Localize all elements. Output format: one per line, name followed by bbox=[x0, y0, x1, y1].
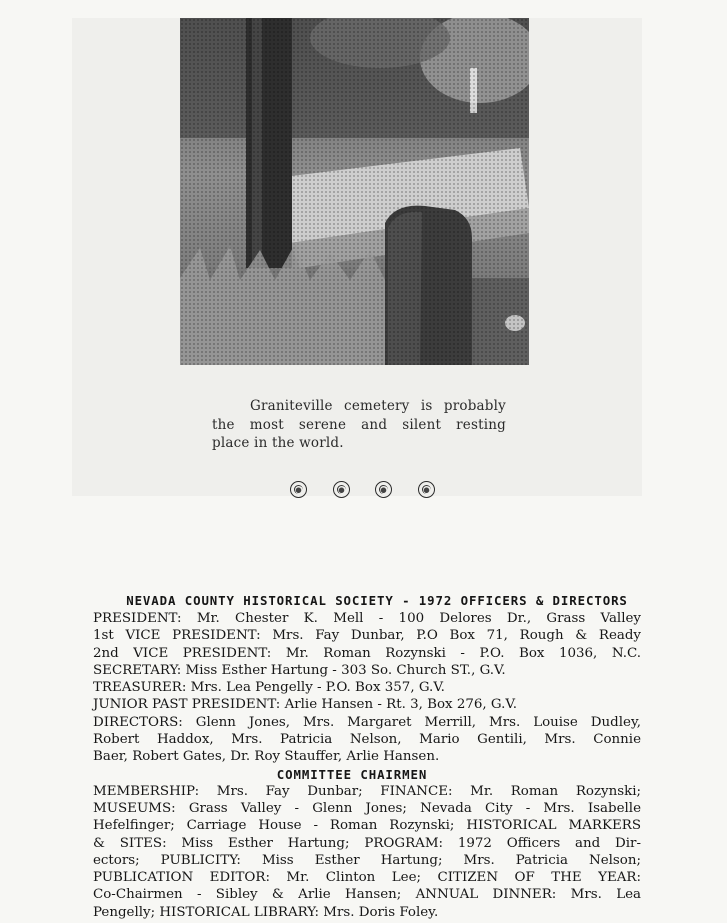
officer-line: TREASURER: Mrs. Lea Pengelly - P.O. Box 357, G.V. bbox=[93, 680, 445, 696]
officer-line: DIRECTORS: Glenn Jones, Mrs. Margaret Merrill, Mrs. Louise Dudley, bbox=[93, 714, 641, 730]
officer-line: JUNIOR PAST PRESIDENT: Arlie Hansen - Rt. 3, Box 276, G.V. bbox=[93, 697, 517, 713]
photo-caption bbox=[212, 397, 506, 453]
caption-line: Graniteville cemetery is probably bbox=[250, 398, 506, 414]
committee-line: PUBLICATION EDITOR: Mr. Clinton Lee; CITIZEN OF THE YEAR: bbox=[93, 870, 641, 886]
officers-roster bbox=[93, 592, 641, 921]
committee-line: MUSEUMS: Grass Valley - Glenn Jones; Nevada City - Mrs. Isabelle bbox=[93, 800, 641, 816]
officer-line: Robert Haddox, Mrs. Patricia Nelson, Mario Gentili, Mrs. Connie bbox=[93, 732, 641, 748]
officer-line: PRESIDENT: Mr. Chester K. Mell - 100 Delores Dr., Grass Valley bbox=[93, 611, 641, 626]
officer-line: Baer, Robert Gates, Dr. Roy Stauffer, Arlie Hansen. bbox=[93, 749, 440, 765]
caption-line: the most serene and silent resting bbox=[212, 416, 506, 433]
committee-line: & SITES: Miss Esther Hartung; PROGRAM: 1972 Officers and Dir- bbox=[93, 835, 641, 851]
committee-line: Hefelfinger; Carriage House - Roman Rozynski; HISTORICAL MARKERS bbox=[93, 818, 641, 834]
officer-line: 2nd VICE PRESIDENT: Mr. Roman Rozynski - P.O. Box 1036, N.C. bbox=[93, 645, 641, 661]
flower-ornament-icon bbox=[418, 481, 435, 498]
roster-heading: NEVADA COUNTY HISTORICAL SOCIETY - 1972 OFFICERS & DIRECTORS bbox=[126, 593, 628, 608]
committee-heading: COMMITTEE CHAIRMEN bbox=[276, 766, 428, 782]
committee-line: MEMBERSHIP: Mrs. Fay Dunbar; FINANCE: Mr. Roman Rozynski; bbox=[93, 783, 641, 799]
committee-line: ectors; PUBLICITY: Miss Esther Hartung; Mrs. Patricia Nelson; bbox=[93, 852, 641, 868]
ornament-divider bbox=[290, 481, 435, 501]
flower-ornament-icon bbox=[375, 481, 392, 498]
flower-ornament-icon bbox=[333, 481, 350, 498]
officer-line: 1st VICE PRESIDENT: Mrs. Fay Dunbar, P.O Box 71, Rough & Ready bbox=[93, 628, 641, 644]
officer-line: SECRETARY: Miss Esther Hartung - 303 So. Church ST., G.V. bbox=[93, 662, 506, 678]
flower-ornament-icon bbox=[290, 481, 307, 498]
cemetery-photo bbox=[180, 18, 529, 365]
caption-line: place in the world. bbox=[212, 435, 344, 451]
committee-line: Pengelly; HISTORICAL LIBRARY: Mrs. Doris Foley. bbox=[93, 904, 439, 920]
committee-line: Co-Chairmen - Sibley & Arlie Hansen; ANNUAL DINNER: Mrs. Lea bbox=[93, 887, 641, 903]
